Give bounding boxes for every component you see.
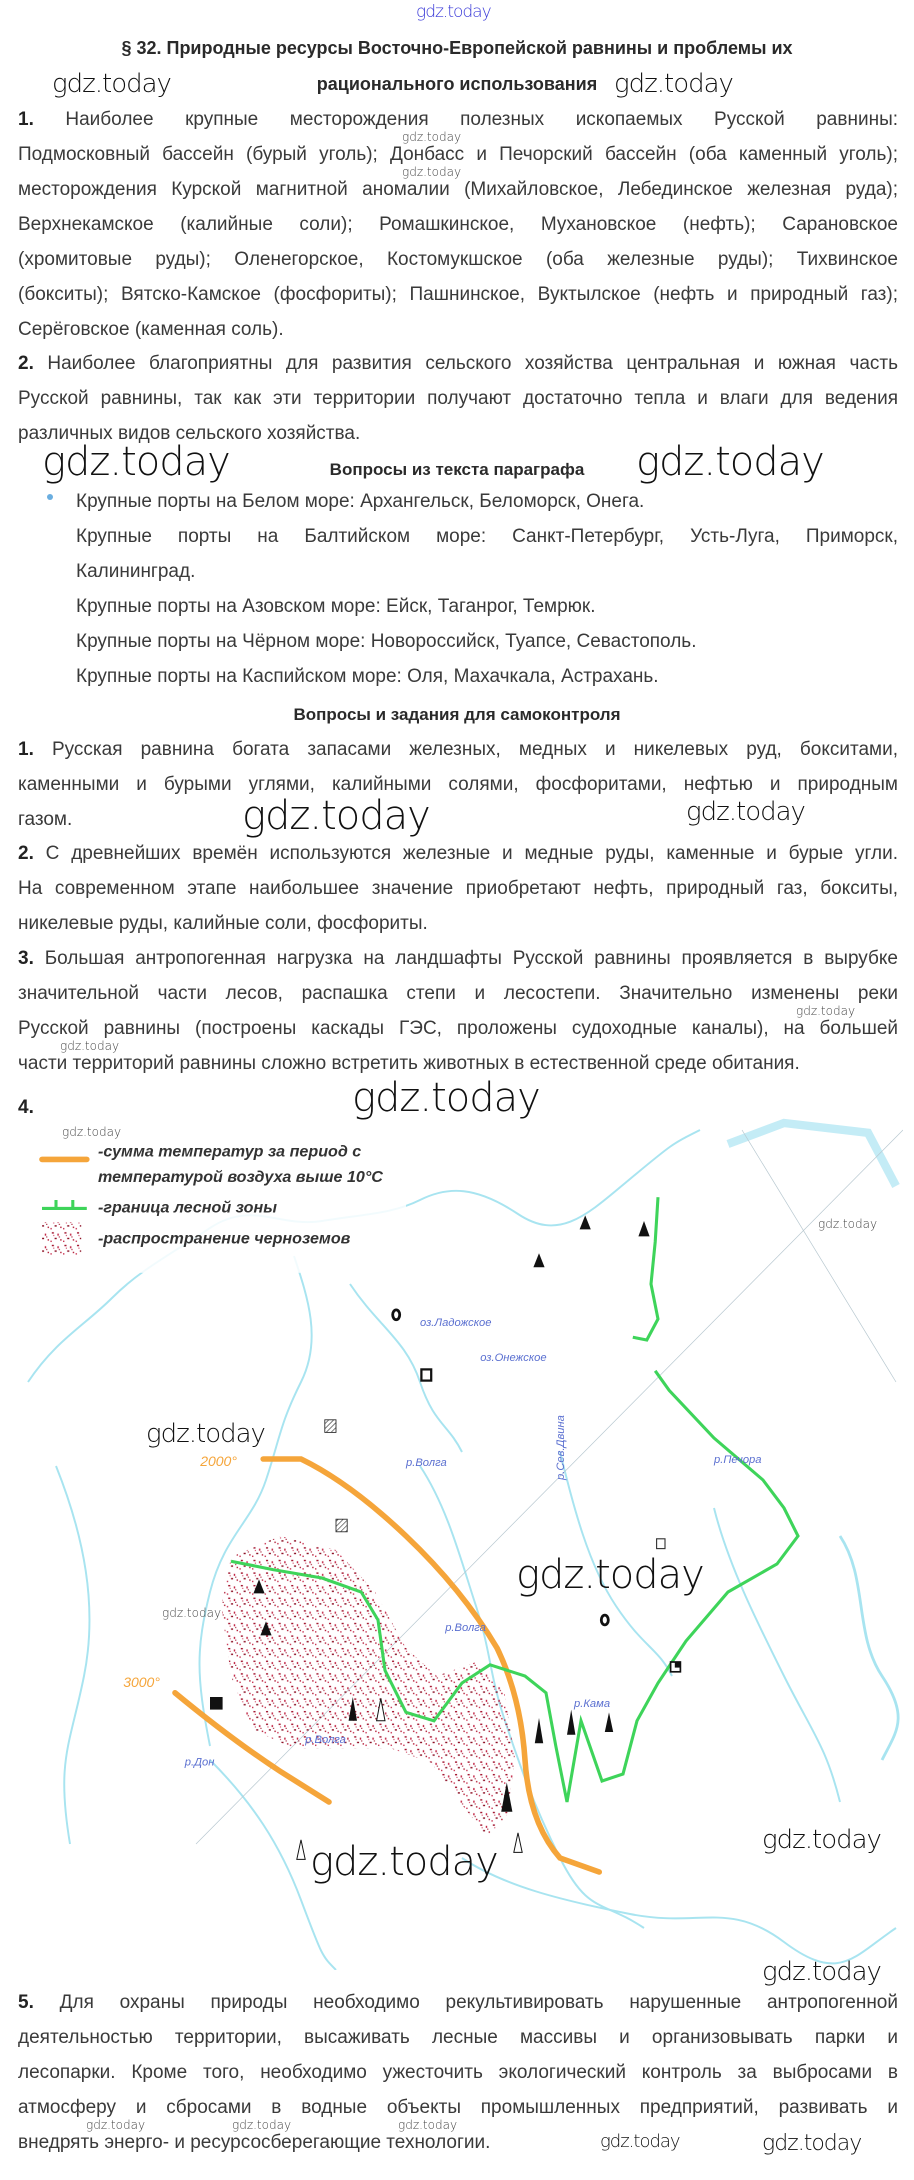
watermark: gdz.today (52, 69, 171, 99)
watermark: gdz.today (162, 1606, 222, 1620)
watermark: gdz.today (762, 1825, 881, 1855)
list-item: Калининград. (76, 561, 196, 582)
watermark: gdz.today (614, 69, 733, 99)
oil-derrick-icon (605, 1712, 613, 1732)
text-line: атмосферу и сбросами в водные объекты промышленных предприятий, развивать и (18, 2097, 898, 2118)
gas-derrick-icon (514, 1833, 522, 1853)
deposit-triangle-icon (638, 1221, 649, 1236)
list-item: Крупные порты на Каспийском море: Оля, Махачкала, Астрахань. (76, 666, 659, 687)
answer-2 (18, 346, 898, 451)
item-number: 2. (18, 843, 34, 864)
watermark: gdz.today (636, 439, 824, 485)
isotherm-label-3000: 3000° (123, 1674, 160, 1691)
watermark: gdz.today (42, 439, 230, 485)
ore-circle-icon (601, 1615, 608, 1625)
text-line: Русская равнина богата запасами железных, медных и никелевых руд, бокситами, (51, 739, 898, 760)
label-pechora: р.Печора (714, 1454, 762, 1467)
text-line: С древнейших времён используются железные и медные руды, каменные и бурые угли. (45, 843, 899, 864)
answer-1 (18, 102, 898, 347)
list-item: Крупные порты на Балтийском море: Санкт-Петербург, Усть-Луга, Приморск, (76, 526, 898, 547)
text-line: Подмосковный бассейн (бурый уголь); Донбасс и Печорский бассейн (оба каменный уголь); (18, 144, 898, 165)
watermark: gdz.today (60, 1039, 120, 1053)
bauxite-hatched-icon (336, 1519, 347, 1532)
text-line: газом. (18, 809, 73, 830)
watermark: gdz.today (600, 2131, 680, 2152)
text-line: месторождения Курской магнитной аномалии (Михайловское, Лебединское железная руда); (18, 179, 898, 200)
map-legend (28, 1133, 406, 1273)
watermark: gdz.today (310, 1839, 498, 1885)
text-line: Русской равнины, так как эти территории получают достаточно тепла и влаги для ведения (18, 388, 898, 409)
watermark: gdz.today (398, 2118, 458, 2132)
bullet-icon (47, 494, 53, 500)
page-title-line2: рационального использования (316, 74, 598, 94)
watermark: gdz.today (242, 793, 430, 839)
text-line: значительной части лесов, распашка степи и лесостепи. Значительно изменены реки (18, 983, 898, 1004)
isotherm-label-2000: 2000° (200, 1453, 237, 1469)
salt-cube-icon (657, 1539, 665, 1549)
legend-chernozem-label: -распространение черноземов (98, 1229, 351, 1248)
text-line: Для охраны природы необходимо рекультивировать нарушенные антропогенной (59, 1992, 898, 2013)
label-kama: р.Кама (574, 1697, 611, 1710)
item-number: 1. (18, 109, 34, 130)
watermark: gdz.today (516, 1552, 704, 1598)
item-number: 3. (18, 948, 34, 969)
ore-circle-icon (393, 1310, 400, 1320)
text-line: каменными и бурыми углями, калийными солями, фосфоритами, нефтью и природным (18, 774, 898, 795)
mineral-square-icon (421, 1369, 431, 1380)
watermark: gdz.today (416, 2, 491, 22)
label-volga: р.Волга (445, 1622, 486, 1635)
watermark: gdz.today (818, 1217, 878, 1231)
gas-derrick-icon (297, 1840, 305, 1860)
text-line: (бокситы); Вятско-Камское (фосфориты); Пашнинское, Вуктылское (нефть и природный газ); (18, 284, 898, 305)
text-line: различных видов сельского хозяйства. (18, 423, 361, 444)
legend-isotherm-label-2: температурой воздуха выше 10°С (98, 1167, 383, 1186)
label-ladoga: оз.Ладожское (420, 1317, 492, 1329)
text-line: Наиболее благоприятны для развития сельского хозяйства центральная и южная часть (47, 353, 899, 374)
text-line: деятельностью территории, высаживать лесные массивы и организовывать парки и (18, 2027, 898, 2048)
label-don: р.Дон (184, 1756, 215, 1769)
text-line: Наиболее крупные месторождения полезных ископаемых Русской равнины: (65, 109, 899, 130)
ports-list (76, 484, 898, 694)
label-sev-dvina: р.Сев.Двина (555, 1415, 568, 1480)
list-item: Крупные порты на Белом море: Архангельск, Беломорск, Онега. (76, 491, 645, 512)
watermark: gdz.today (86, 2118, 146, 2132)
watermark: gdz.today (686, 797, 805, 827)
selfcheck-answer-2 (18, 836, 898, 941)
text-line: Серёговское (каменная соль). (18, 319, 284, 340)
watermark: gdz.today (762, 2131, 862, 2156)
item-number: 2. (18, 353, 34, 374)
deposit-triangle-icon (533, 1253, 544, 1267)
label-onega: оз.Онежское (480, 1352, 547, 1364)
watermark: gdz.today (402, 130, 462, 144)
watermark: gdz.today (796, 1004, 856, 1018)
list-item: Крупные порты на Азовском море: Ейск, Таганрог, Темрюк. (76, 596, 596, 617)
oil-derrick-icon (535, 1718, 543, 1743)
text-line: внедрять энерго- и ресурсосберегающие технологии. (18, 2132, 491, 2153)
potash-square-fill (675, 1662, 681, 1668)
selfcheck-answer-3 (18, 941, 898, 1081)
text-line: никелевые руды, калийные соли, фосфориты. (18, 913, 428, 934)
selfcheck-answer-1 (18, 732, 898, 837)
text-line: Большая антропогенная нагрузка на ландшафты Русской равнины проявляется в вырубке (44, 948, 898, 969)
list-item: Крупные порты на Чёрном море: Новороссийск, Туапсе, Севастополь. (76, 631, 697, 652)
watermark: gdz.today (232, 2118, 292, 2132)
text-line: Верхнекамское (калийные соли); Ромашкинское, Мухановское (нефть); Сарановское (18, 214, 898, 235)
legend-isotherm-label: -сумма температур за период с (98, 1142, 362, 1161)
text-line: части территорий равнины сложно встретить животных в естественной среде обитания. (18, 1053, 800, 1074)
watermark: gdz.today (146, 1419, 265, 1449)
text-line: лесопарки. Кроме того, необходимо ужесточить экологический контроль за выбросами в (18, 2062, 898, 2083)
watermark: gdz.today (352, 1075, 540, 1121)
watermark: gdz.today (62, 1125, 122, 1139)
text-line: Русской равнины (построены каскады ГЭС, проложены судоходные каналы), на большей (18, 1018, 898, 1039)
coal-square-icon (210, 1697, 223, 1710)
text-line: На современном этапе наибольшее значение приобретают нефть, природный газ, бокситы, (18, 878, 898, 899)
legend-forest-label: -граница лесной зоны (98, 1198, 277, 1217)
page-title-line1: § 32. Природные ресурсы Восточно-Европейской равнины и проблемы их (121, 38, 793, 58)
watermark: gdz.today (762, 1957, 881, 1987)
watermark: gdz.today (402, 165, 462, 179)
oil-derrick-icon (567, 1710, 575, 1735)
item-number: 1. (18, 739, 34, 760)
label-volga: р.Волга (406, 1457, 447, 1469)
bauxite-hatched-icon (325, 1420, 336, 1433)
item-number: 5. (18, 1992, 34, 2013)
item-number: 4. (18, 1097, 34, 1118)
section-heading-questions: Вопросы из текста параграфа (329, 460, 585, 479)
legend-chernozem-swatch (42, 1222, 81, 1256)
section-heading-selfcheck: Вопросы и задания для самоконтроля (293, 705, 621, 724)
chernozem-area (221, 1536, 515, 1837)
text-line: (хромитовые руды); Оленегорское, Костомукшское (оба железные руды); Тихвинское (18, 249, 898, 270)
label-volga: р.Волга (305, 1734, 346, 1747)
